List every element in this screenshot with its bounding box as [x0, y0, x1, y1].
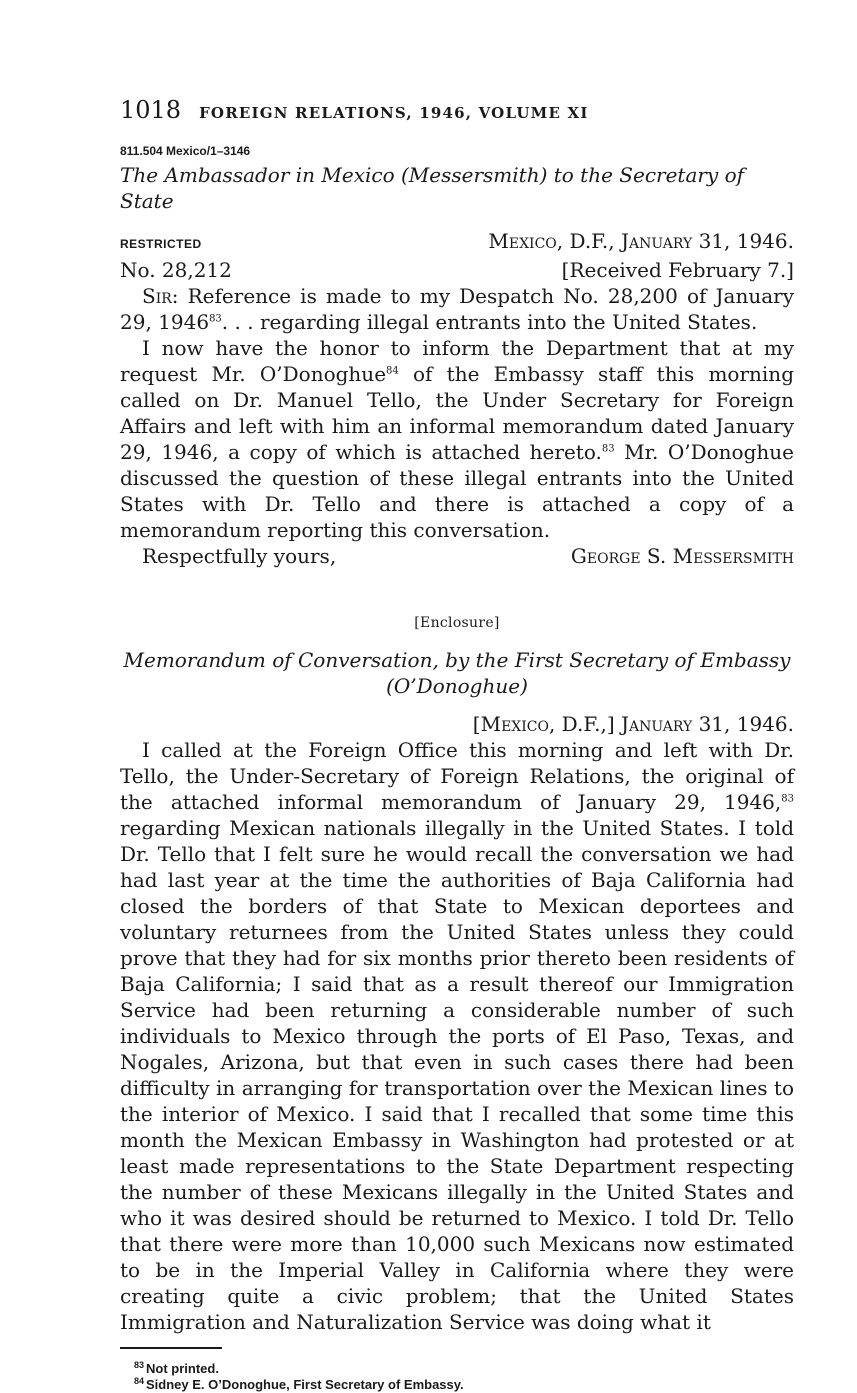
footnote-ref: 83 [601, 443, 615, 455]
closing: Respectfully yours, [142, 544, 337, 568]
classification: RESTRICTED [120, 237, 202, 251]
footnote-rule [120, 1347, 222, 1349]
footnote-ref: 83 [781, 793, 794, 805]
signature: George S. Messersmith [570, 544, 794, 568]
footnotes [134, 1361, 794, 1393]
file-number: 811.504 Mexico/1–3146 [120, 144, 251, 158]
dispatch-row [120, 257, 794, 283]
dateline-row [120, 228, 794, 257]
memo-body: I called at the Foreign Office this morning and left with Dr. Tello, the Under-Secretary of Foreign Relations, the original of the attached informal memorandum of January 29, 1946,83 regarding Mexican nationals illegally in the United States. I told Dr. Tello that I felt sure he would recall the conversation we had had last year at the time the authorities of Baja California had closed the borders of that State to Mexican deportees and voluntary returnees from the United States unless they could prove that they had for six months prior thereto been residents of Baja California; I said that as a result thereof our Immigration Service had been returning a considerable number of such individuals to Mexico through the ports of El Paso, Texas, and Nogales, Arizona, but that even in such cases there had been difficulty in arranging for transportation over the Mexican lines to the interior of Mexico. I said that I recalled that some time this month the Mexican Embassy in Washington had protested or at least made representations to the State Department respecting the number of these Mexicans illegally in the United States and who it was desired should be returned to Mexico. I told Dr. Tello that there were more than 10,000 such Mexicans now estimated to be in the Imperial Valley in California where they were creating quite a civic problem; that the United States Immigration and Naturalization Service was doing what it [120, 738, 794, 1334]
paragraph-2: I now have the honor to inform the Department that at my request Mr. O’Donoghue$^{84}$ of the Embassy staff this morning called on Dr. Manuel Tello, the Under Secretary for Foreign Affairs and left with him an informal memorandum dated January 29, 1946, a copy of which is attached hereto.$^{83}$ Mr. O’Donoghue discussed the question of these illegal entrants into the United States with Dr. Tello and there is attached a copy of a memorandum reporting this conversation. [120, 336, 794, 542]
paragraph-1: Sir: Reference is made to my Despatch No. 28,200 of January 29, 1946$^{83}$. . . regarding illegal entrants into the United States. [120, 284, 794, 334]
footnote-ref: 83 [209, 313, 222, 325]
footnote-84: $^{84}$ Sidney E. O’Donoghue, First Secretary of Embassy. [134, 1375, 464, 1392]
salutation: Sir: [142, 284, 179, 308]
document-page [120, 96, 794, 1393]
running-head: FOREIGN RELATIONS, 1946, VOLUME XI [199, 104, 589, 122]
document-title: The Ambassador in Mexico (Messersmith) to the Secretary of State [120, 163, 745, 213]
dispatch-number: No. 28,212 [120, 258, 232, 282]
page-number: 1018 [120, 96, 182, 124]
footnote-83: $^{83}$ Not printed. [134, 1359, 219, 1376]
memo-dateline: [Mexico, D.F.,] January 31, 1946. [472, 712, 794, 736]
page-header [120, 96, 794, 130]
closing-row [120, 543, 794, 569]
enclosure-label: [Enclosure] [414, 615, 500, 631]
received-date: [Received February 7.] [561, 258, 794, 282]
memo-title: Memorandum of Conversation, by the First Secretary of Embassy (O’Donoghue) [123, 648, 791, 698]
footnote-ref: 84 [386, 365, 399, 377]
dateline: Mexico, D.F., January 31, 1946. [488, 229, 794, 253]
